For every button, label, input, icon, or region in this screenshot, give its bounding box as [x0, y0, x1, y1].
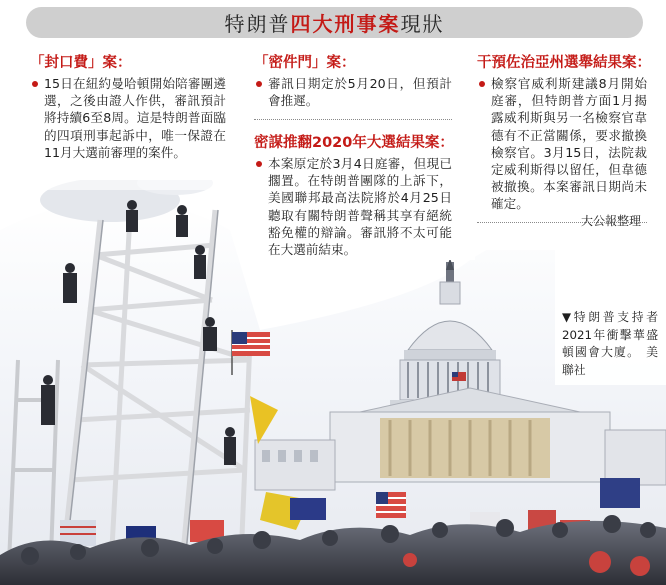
title-highlight: 四大刑事案: [290, 12, 401, 36]
divider: [254, 119, 452, 120]
section-bullet: 審訊日期定於5月20日，但預計會推遲。: [254, 75, 452, 109]
section-bullet: 本案原定於3月4日庭審，但現已擱置。在特朗普團隊的上訴下，美國聯邦最高法院將於4月25日聽取有關特朗普聲稱其享有絕統豁免權的辯論。審訊將不太可能在大選前結束。: [254, 155, 452, 258]
photo-caption: [562, 309, 658, 379]
section-title: 「封口費」案：: [30, 55, 132, 71]
page-title: [26, 7, 643, 38]
title-prefix: 特朗普: [224, 12, 291, 36]
section-title: 密謀推翻2020年大選結果案：: [254, 135, 454, 151]
section-election-conspiracy: [254, 134, 452, 258]
section-georgia: [477, 54, 651, 223]
section-title: 干預佐治亞州選舉結果案：: [477, 55, 651, 71]
section-hush-money: [30, 54, 226, 161]
section-documents: [254, 54, 452, 120]
credit-line: 大公報整理: [581, 214, 642, 228]
section-bullet: 15日在紐約曼哈頓開始陪審團遴選，之後由證人作供，審訊預計將持續6至8周。這是特朗普面臨的四項刑事起訴中，唯一保證在11月大選前審理的案件。: [30, 75, 226, 161]
caption-text: ▼特朗普支持者2021年衝擊華盛頓國會大廈。: [562, 310, 658, 359]
title-suffix: 現狀: [400, 12, 445, 36]
caption-source: 美聯社: [562, 345, 658, 377]
section-bullet: 檢察官威利斯建議8月開始庭審，但特朗普方面1月揭露威利斯與另一名檢察官韋德有不正當關係，要求撤換檢察官。3月15日，法院裁定威利斯得以留任，但韋德被撤換。本案審訊日期尚未確定。: [477, 75, 647, 213]
section-title: 「密件門」案：: [254, 55, 356, 71]
